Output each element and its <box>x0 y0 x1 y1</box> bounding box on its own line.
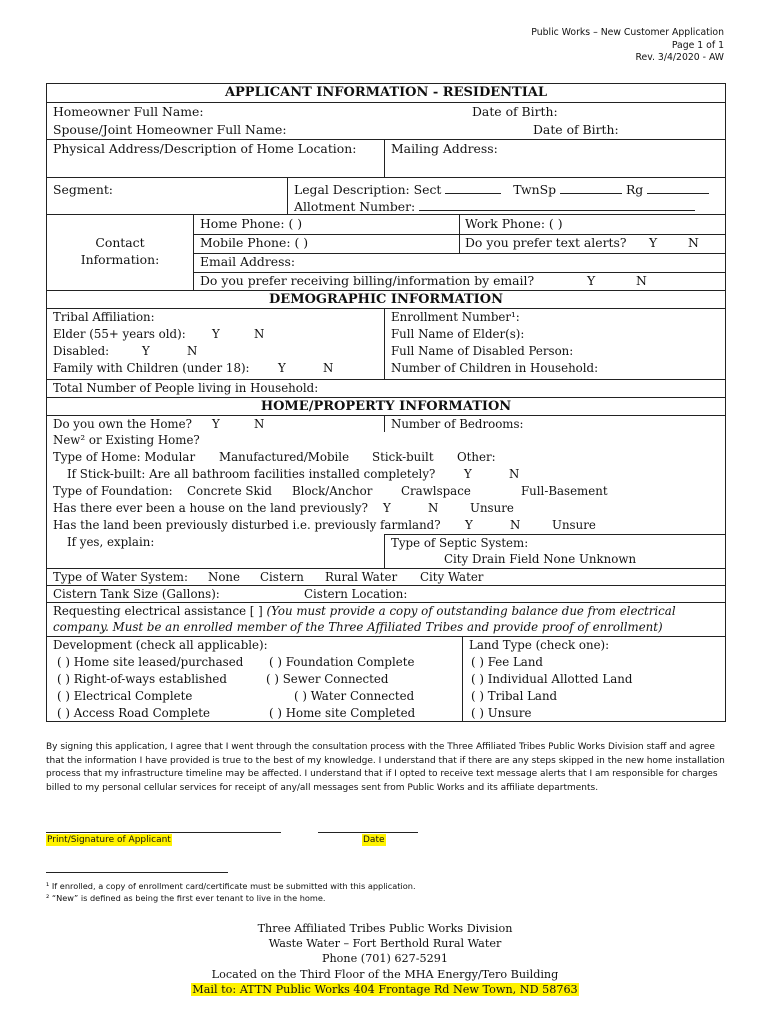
land-fee[interactable]: ( ) Fee Land <box>471 655 543 669</box>
bedrooms-field[interactable]: Number of Bedrooms: <box>391 417 524 431</box>
page-footer <box>0 921 770 997</box>
billing-email-no[interactable]: N <box>636 273 647 288</box>
cistern-size-field[interactable]: Cistern Tank Size (Gallons): <box>53 587 220 601</box>
footnote-1: ¹ If enrolled, a copy of enrollment card/certificate must be submitted with this application. <box>46 881 416 891</box>
disabled-yes[interactable]: Y <box>142 344 150 358</box>
dev-water[interactable]: ( ) Water Connected <box>294 689 415 703</box>
work-phone-field[interactable]: Work Phone: ( ) <box>465 216 563 231</box>
type-home-row <box>47 449 725 466</box>
foundation-row <box>47 483 725 500</box>
land-type-label: Land Type (check one): <box>469 638 610 652</box>
type-home-other[interactable]: Other: <box>457 450 496 464</box>
application-form <box>46 83 726 722</box>
billing-email-question: Do you prefer receiving billing/information by email? <box>200 273 535 288</box>
footnote-divider <box>46 872 228 873</box>
header-revision: Rev. 3/4/2020 - AW <box>635 52 724 63</box>
family-no[interactable]: N <box>323 361 334 375</box>
legal-description-field[interactable] <box>294 181 709 198</box>
electrical-checkbox[interactable]: Requesting electrical assistance [ ] <box>53 604 263 618</box>
land-allotted[interactable]: ( ) Individual Allotted Land <box>471 672 633 686</box>
own-home-yes[interactable]: Y <box>212 417 220 431</box>
allotment-field[interactable] <box>294 198 695 215</box>
text-alerts-yes[interactable]: Y <box>649 235 658 250</box>
dev-home-site-completed[interactable]: ( ) Home site Completed <box>269 706 416 720</box>
date-line[interactable] <box>318 832 418 833</box>
text-alerts-no[interactable]: N <box>688 235 699 250</box>
twnsp-label: TwnSp <box>513 182 557 197</box>
demographic-block <box>47 308 725 379</box>
foundation-question: Type of Foundation: <box>53 484 173 498</box>
total-people-field[interactable]: Total Number of People living in Household: <box>53 381 319 395</box>
water-question: Type of Water System: <box>53 570 188 584</box>
homeowner-row <box>47 102 725 121</box>
house-before-no[interactable]: N <box>428 501 439 515</box>
dev-foundation[interactable]: ( ) Foundation Complete <box>269 655 415 669</box>
signature-label: Print/Signature of Applicant <box>47 835 171 845</box>
own-home-row <box>47 415 725 432</box>
development-label: Development (check all applicable): <box>53 638 268 652</box>
septic-question: Type of Septic System: <box>391 536 529 550</box>
electrical-note-1: (You must provide a copy of outstanding balance due from electrical <box>266 604 676 618</box>
foundation-concrete[interactable]: Concrete Skid <box>187 484 272 498</box>
elder-no[interactable]: N <box>254 327 265 341</box>
footnote-2: ² “New” is defined as being the first ever tenant to live in the home. <box>46 893 326 903</box>
footer-line-2: Waste Water – Fort Berthold Rural Water <box>268 937 502 951</box>
disturbed-question: Has the land been previously disturbed i.e. previously farmland? <box>53 518 441 532</box>
foundation-block[interactable]: Block/Anchor <box>292 484 373 498</box>
footer-line-4: Located on the Third Floor of the MHA Energy/Tero Building <box>211 967 559 981</box>
footer-line-1: Three Affiliated Tribes Public Works Division <box>257 922 513 935</box>
section-title-applicant: APPLICANT INFORMATION - RESIDENTIAL <box>224 85 548 100</box>
legal-row <box>47 177 725 214</box>
type-home-stick-built[interactable]: Stick-built <box>372 450 434 464</box>
development-row <box>47 636 725 721</box>
contact-label-2: Information: <box>80 252 160 267</box>
physical-address-field[interactable]: Physical Address/Description of Home Location: <box>53 141 357 156</box>
allotment-blank[interactable] <box>419 199 695 211</box>
cistern-location-field[interactable]: Cistern Location: <box>304 587 408 601</box>
house-before-question: Has there ever been a house on the land previously? <box>53 501 368 515</box>
electrical-row <box>47 602 725 636</box>
new-existing-question[interactable]: New² or Existing Home? <box>53 433 200 447</box>
family-yes[interactable]: Y <box>278 361 286 375</box>
foundation-basement[interactable]: Full-Basement <box>521 484 608 498</box>
contact-label-1: Contact <box>95 235 145 250</box>
elder-names-field[interactable]: Full Name of Elder(s): <box>391 327 525 341</box>
explain-field[interactable]: If yes, explain: <box>67 535 155 549</box>
house-before-row <box>47 500 725 517</box>
dev-home-site[interactable]: ( ) Home site leased/purchased <box>57 655 244 669</box>
date-label: Date <box>363 835 385 845</box>
elder-yes[interactable]: Y <box>212 327 220 341</box>
legal-sect-label: Legal Description: Sect <box>294 182 442 197</box>
land-tribal[interactable]: ( ) Tribal Land <box>471 689 558 703</box>
num-children-field[interactable]: Number of Children in Household: <box>391 361 599 375</box>
enrollment-number-field[interactable]: Enrollment Number¹: <box>391 310 520 324</box>
disabled-no[interactable]: N <box>187 344 198 358</box>
family-question: Family with Children (under 18): <box>53 361 250 375</box>
document-header <box>531 27 724 65</box>
water-none[interactable]: None <box>208 570 241 584</box>
homeowner-dob-field[interactable]: Date of Birth: <box>472 104 558 119</box>
water-rural[interactable]: Rural Water <box>325 570 398 584</box>
consent-statement: By signing this application, I agree that I went through the consultation process with the Three Affiliated Tribes Public Works Division staff and agree that the information I have provided is true to the best of my knowledge. I understand that if there are any steps skipped in the new home installation process that my infrastructure timeline may be affected. I understand that if I opted to receive text message alerts that I am responsible for charges billed to my personal cellular services for receipt of any/all messages sent from Public Works and its affiliate departments. <box>46 742 725 793</box>
land-unsure[interactable]: ( ) Unsure <box>471 706 532 720</box>
dev-access-road[interactable]: ( ) Access Road Complete <box>57 706 210 720</box>
email-field[interactable]: Email Address: <box>200 254 296 269</box>
elder-question: Elder (55+ years old): <box>53 327 186 341</box>
bath-row <box>47 466 725 483</box>
section-title-property: HOME/PROPERTY INFORMATION <box>47 397 725 415</box>
electrical-note-2: company. Must be an enrolled member of the Three Affiliated Tribes and provide proof of enrollment) <box>53 620 663 634</box>
dev-electrical[interactable]: ( ) Electrical Complete <box>57 689 193 703</box>
header-page: Page 1 of 1 <box>671 39 724 51</box>
home-phone-field[interactable]: Home Phone: ( ) <box>200 216 303 231</box>
address-row <box>47 139 725 177</box>
disturbed-yes[interactable]: Y <box>465 518 473 532</box>
footer-line-3: Phone (701) 627-5291 <box>321 952 449 966</box>
bath-question: If Stick-built: Are all bathroom facilities installed completely? <box>67 467 436 481</box>
disabled-question: Disabled: <box>53 344 110 358</box>
new-existing-row <box>47 432 725 449</box>
explain-septic-row <box>47 534 725 568</box>
own-home-no[interactable]: N <box>254 417 265 431</box>
footer-mail-address: Mail to: ATTN Public Works 404 Frontage Rd New Town, ND 58763 <box>192 982 578 996</box>
sect-blank[interactable] <box>445 182 501 194</box>
dev-sewer[interactable]: ( ) Sewer Connected <box>266 672 389 686</box>
cistern-row <box>47 585 725 602</box>
header-title: Public Works – New Customer Application <box>531 27 724 38</box>
own-home-question: Do you own the Home? <box>53 417 192 431</box>
disturbed-row <box>47 517 725 534</box>
type-home-manufactured[interactable]: Manufactured/Mobile <box>219 450 350 464</box>
disabled-name-field[interactable]: Full Name of Disabled Person: <box>391 344 574 358</box>
dev-right-of-ways[interactable]: ( ) Right-of-ways established <box>57 672 227 686</box>
electrical-line-1 <box>53 603 676 620</box>
allotment-label: Allotment Number: <box>294 199 416 214</box>
foundation-crawl[interactable]: Crawlspace <box>401 484 471 498</box>
water-cistern[interactable]: Cistern <box>260 570 304 584</box>
type-home-modular[interactable]: Type of Home: Modular <box>53 450 196 464</box>
rg-label: Rg <box>625 182 644 197</box>
house-before-yes[interactable]: Y <box>383 501 391 515</box>
bath-no[interactable]: N <box>509 467 520 481</box>
twnsp-blank[interactable] <box>560 182 622 194</box>
mailing-address-field[interactable]: Mailing Address: <box>391 141 498 156</box>
contact-row <box>47 214 725 290</box>
mobile-phone-field[interactable]: Mobile Phone: ( ) <box>200 235 309 250</box>
text-alerts-question: Do you prefer text alerts? <box>465 235 627 250</box>
section-title-demographic: DEMOGRAPHIC INFORMATION <box>47 290 725 308</box>
rg-blank[interactable] <box>647 182 709 194</box>
septic-options[interactable]: City Drain Field None Unknown <box>444 552 637 566</box>
total-people-row <box>47 379 725 397</box>
tribal-affiliation-field[interactable]: Tribal Affiliation: <box>53 310 155 324</box>
water-city[interactable]: City Water <box>420 570 484 584</box>
water-row <box>47 568 725 585</box>
signature-line[interactable] <box>46 832 281 833</box>
spouse-dob-field[interactable]: Date of Birth: <box>533 122 619 137</box>
segment-field[interactable]: Segment: <box>53 182 113 197</box>
disturbed-unsure[interactable]: Unsure <box>552 518 596 532</box>
spouse-name-field[interactable]: Spouse/Joint Homeowner Full Name: <box>53 122 287 137</box>
billing-email-yes[interactable]: Y <box>587 273 596 288</box>
homeowner-name-field[interactable]: Homeowner Full Name: <box>53 104 204 119</box>
spouse-row <box>47 121 725 139</box>
house-before-unsure[interactable]: Unsure <box>470 501 514 515</box>
disturbed-no[interactable]: N <box>510 518 521 532</box>
bath-yes[interactable]: Y <box>464 467 472 481</box>
